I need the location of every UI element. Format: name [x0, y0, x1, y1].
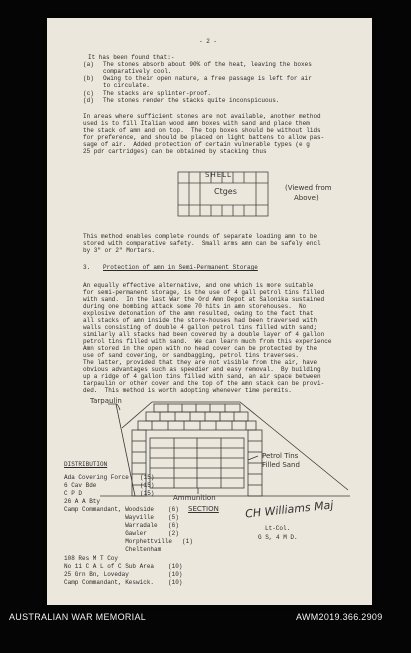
para-protection-2: for semi-permanent storage, is the use of 4 gall petrol tins filled	[83, 289, 325, 296]
footer-archive-name: AUSTRALIAN WAR MEMORIAL	[9, 612, 147, 622]
finding-c-line1: The stacks are splinter-proof.	[103, 90, 212, 97]
dist-name-12: No 11 C A L of C Sub Area	[64, 563, 155, 570]
dist-name-14: Camp Commandant, Keswick.	[64, 579, 155, 586]
dist-name-4: 26 A A Bty	[64, 498, 101, 505]
para-stones-5: sage of air. Added protection of certain vulnerable types (e g	[83, 141, 310, 148]
finding-b-line1: Owing to their open nature, a free passage is left for air	[103, 75, 312, 82]
label-filled-sand: Filled Sand	[262, 461, 300, 469]
para-method-2: stored with comparative safety. Small arms amn can be safely encl	[83, 240, 321, 247]
dist-name-3: C P D	[64, 490, 83, 497]
para-stones-2: used is to fill Italian wood amn boxes with sand and place them	[83, 120, 310, 127]
para-protection-8: similarly all stacks had been covered by a double layer of 4 gallon	[83, 331, 325, 338]
finding-label-a: (a)	[83, 61, 94, 68]
para-method-3: by 3" or 2" Mortars.	[83, 247, 156, 254]
diagram-ctges-label: Ctges	[214, 187, 237, 196]
dist-name-7: Warradale	[64, 522, 158, 529]
dist-name-5: Camp Commandant, Woodside	[64, 506, 155, 513]
dist-name-2: 6 Cav Bde	[64, 482, 97, 489]
dist-qty-7: (6)	[168, 522, 179, 529]
finding-label-c: (c)	[83, 90, 94, 97]
diagram-viewed-from: (Viewed from	[285, 184, 332, 192]
page-number: - 2 -	[199, 38, 218, 45]
finding-b-line2: to circulate.	[103, 82, 150, 89]
label-petrol-tins: Petrol Tins	[262, 452, 299, 460]
para-stones-1: In areas where sufficient stones are not available, another method	[83, 113, 321, 120]
para-protection-4: during one bombing attack some 70 hits in amn storehouses. No	[83, 303, 307, 310]
distribution-heading: DISTRIBUTION	[64, 461, 108, 468]
para-protection-1: An equally effective alternative, and one which is more suitable	[83, 282, 314, 289]
section-number: 3.	[83, 264, 91, 271]
dist-name-11: 108 Res M T Coy	[64, 555, 119, 562]
finding-label-b: (b)	[83, 75, 94, 82]
para-protection-11: use of sand covering, or sandbagging, petrol tins traverses.	[83, 352, 300, 359]
para-protection-10: Amn stored in the open with no head cover can be protected by the	[83, 345, 318, 352]
dist-qty-5: (6)	[168, 506, 179, 513]
dist-name-10: Cheltenham	[64, 546, 162, 553]
para-protection-14: up a ridge of 4 gallon tins filled with sand, an air space between	[83, 373, 321, 380]
footer-item-id: AWM2019.366.2909	[296, 612, 383, 622]
finding-d-line1: The stones render the stacks quite inconspicuous.	[103, 97, 280, 104]
dist-qty-3: (15)	[140, 490, 155, 497]
label-ammunition: Ammunition	[173, 494, 216, 502]
dist-qty-12: (10)	[168, 563, 183, 570]
para-protection-12: The latter, provided that they are not visible from the air, have	[83, 359, 318, 366]
dist-qty-6: (5)	[168, 514, 179, 521]
para-protection-13: obvious advantages such as speedier and easy removal. By building	[83, 366, 321, 373]
diagram-shell-label: SHELL	[205, 171, 232, 179]
dist-qty-1: (15)	[140, 474, 155, 481]
para-protection-3: with sand. In the last War the Ord Amn Depot at Salonika sustained	[83, 296, 325, 303]
finding-a-line1: The stones absorb about 90% of the heat, leaving the boxes	[103, 61, 312, 68]
dist-qty-8: (2)	[168, 530, 179, 537]
para-protection-6: all stacks of amn inside the store-houses had been traversed with	[83, 317, 318, 324]
dist-name-9: Morphettville	[64, 538, 173, 545]
signature-appointment: G S, 4 M D.	[258, 534, 298, 541]
section-title: Protection of amn in Semi-Permanent Storage	[103, 264, 258, 271]
para-method-1: This method enables complete rounds of separate loading amn to be	[83, 233, 318, 240]
para-stones-6: 25 pdr cartridges) can be obtained by stacking thus	[83, 148, 267, 155]
dist-qty-13: (10)	[168, 571, 183, 578]
dist-qty-2: (15)	[140, 482, 155, 489]
label-section: SECTION	[188, 505, 219, 513]
para-stones-3: the stack of amn and on top. The top boxes should be without lids	[83, 127, 321, 134]
signature-rank: Lt-Col.	[265, 525, 291, 532]
label-tarpaulin: Tarpaulin	[90, 397, 122, 405]
dist-qty-9: (1)	[182, 538, 193, 545]
diagram-above: Above)	[294, 194, 319, 202]
finding-a-line2: comparatively cool.	[103, 68, 172, 75]
dist-name-1: Ada Covering Force	[64, 474, 129, 481]
para-protection-16: ded. This method is worth adopting whenever time permits.	[83, 387, 292, 394]
para-protection-5: explosive detonation of the amn resulted, owing to the fact that	[83, 310, 314, 317]
finding-label-d: (d)	[83, 97, 94, 104]
para-protection-7: walls consisting of double 4 gallon petrol tins filled with sand;	[83, 324, 318, 331]
intro-text: It has been found that:-	[88, 54, 175, 61]
para-stones-4: for preference, and should be placed on light battens to allow pas-	[83, 134, 325, 141]
para-protection-15: tarpaulin or other cover and the top of the amn stack can be provi-	[83, 380, 325, 387]
dist-name-6: Wayville	[64, 514, 155, 521]
handwritten-signature: CH Williams Maj	[244, 498, 334, 521]
dist-qty-14: (10)	[168, 579, 183, 586]
dist-name-8: Gawler	[64, 530, 147, 537]
para-protection-9: petrol tins filled with sand. We can learn much from this experience	[83, 338, 332, 345]
section-diagram	[80, 398, 360, 503]
dist-name-13: 25 Grn Bn, Loveday	[64, 571, 129, 578]
